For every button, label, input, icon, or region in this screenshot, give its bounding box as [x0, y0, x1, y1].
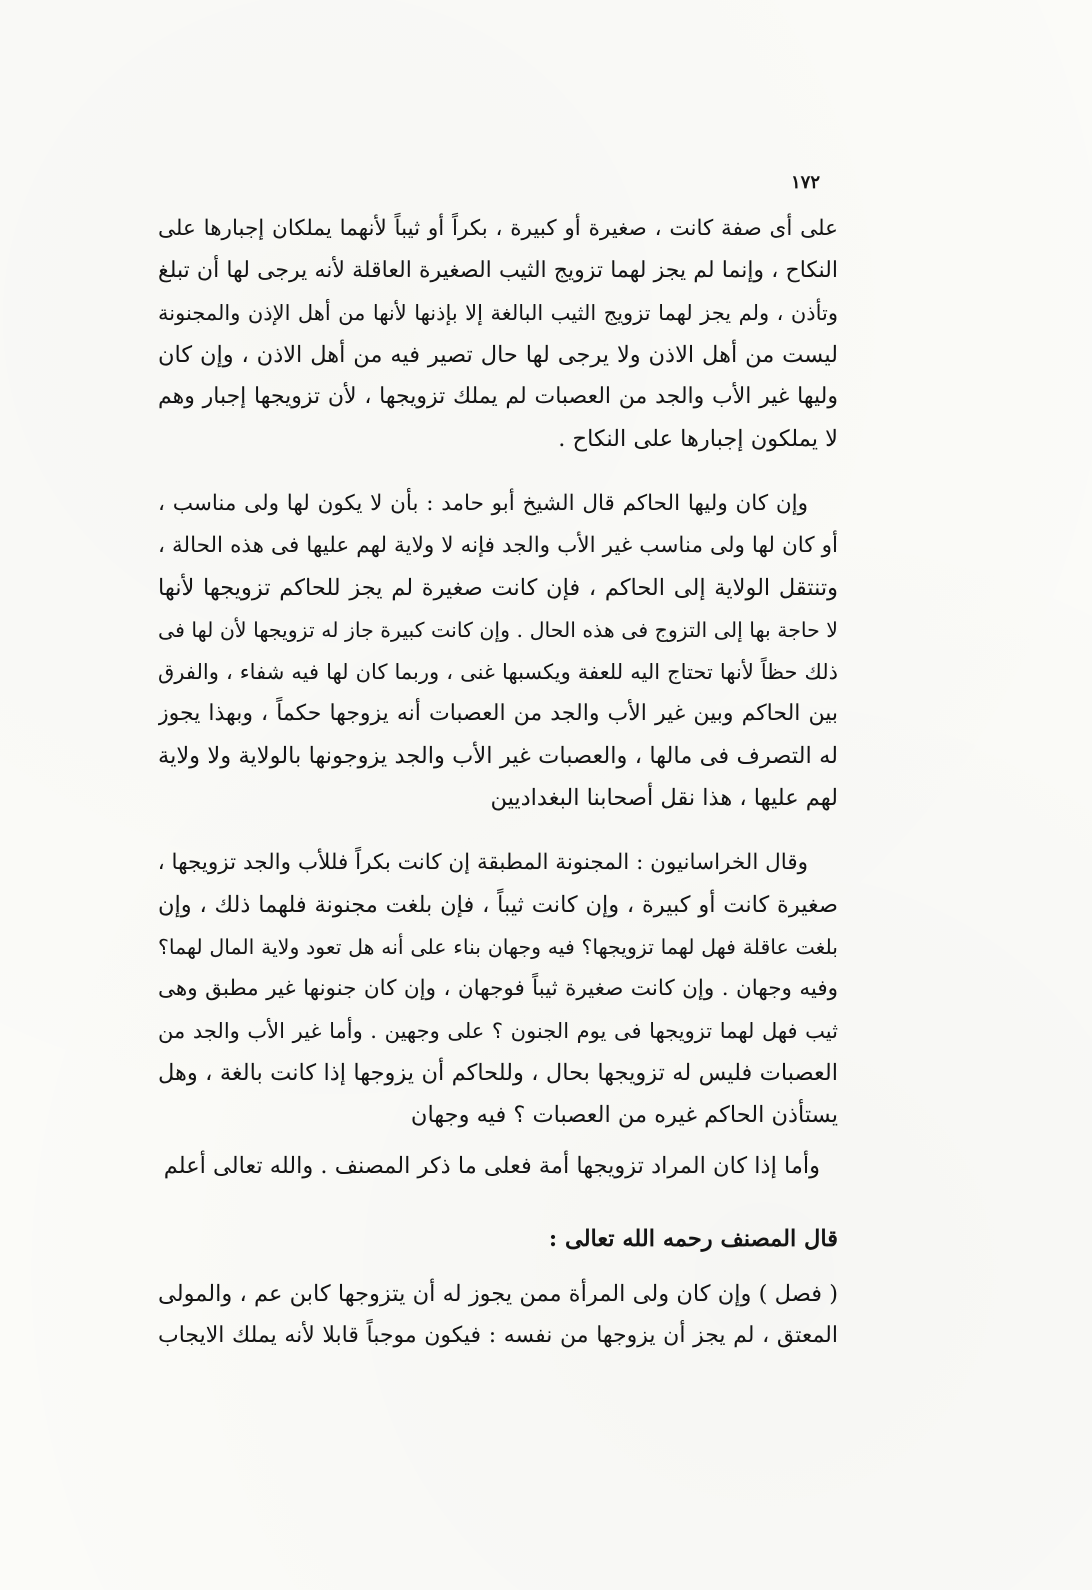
text-line: وتأذن ، ولم يجز لهما تزويج الثيب البالغة إلا بإذنها لأنها من أهل الإذن والمجنونة: [158, 301, 838, 325]
paragraph-4: [158, 1145, 838, 1187]
text-line: لا يملكون إجبارها على النكاح .: [558, 426, 838, 452]
text-line: وإن كان وليها الحاكم قال الشيخ أبو حامد : بأن لا يكون لها ولى مناسب ،: [158, 491, 808, 516]
text-line: ثيب فهل لهما تزويجها فى يوم الجنون ؟ على وجهين . وأما غير الأب والجد من: [158, 1019, 838, 1043]
text-line: بين الحاكم وبين غير الأب والجد من العصبات أنه يزوجها حكماً ، وبهذا يجوز: [158, 701, 838, 726]
text-line: على أى صفة كانت ، صغيرة أو كبيرة ، بكراً أو ثيباً لأنهما يملكان إجبارها على: [158, 216, 838, 241]
text-line: المعتق ، لم يجز أن يزوجها من نفسه : فيكون موجباً قابلا لأنه يملك الايجاب: [158, 1323, 838, 1348]
text-line: ليست من أهل الاذن ولا يرجى لها حال تصير فيه من أهل الاذن ، وإن كان: [158, 342, 838, 368]
text-line: صغيرة كانت أو كبيرة ، وإن كانت ثيباً ، فإن بلغت مجنونة فلهما ذلك ، وإن: [158, 892, 838, 918]
text-line: وقال الخراسانيون : المجنونة المطبقة إن كانت بكراً فللأب والجد تزويجها ،: [158, 850, 808, 875]
text-line: لا حاجة بها إلى التزوج فى هذه الحال . وإن كانت كبيرة جاز له تزويجها لأن لها فى: [158, 618, 838, 642]
text-line: النكاح ، وإنما لم يجز لهما تزويج الثيب الصغيرة العاقلة لأنه يرجى لها أن تبلغ: [158, 258, 838, 283]
paragraph-2: [158, 483, 838, 819]
heading-text: قال المصنف رحمه الله تعالى :: [548, 1226, 838, 1252]
section-heading: [158, 1218, 838, 1260]
text-line: أو كان لها ولى مناسب غير الأب والجد فإنه لا ولاية لهم عليها فى هذه الحالة ،: [158, 533, 838, 558]
paragraph-5: [158, 1273, 838, 1357]
paragraph-3: [158, 842, 838, 1136]
text-line: وليها غير الأب والجد من العصبات لم يملك تزويجها ، لأن تزويجها إجبار وهم: [158, 384, 838, 409]
paragraph-1: [158, 208, 838, 460]
text-line: العصبات فليس له تزويجها بحال ، وللحاكم أن يزوجها إذا كانت بالغة ، وهل: [158, 1060, 838, 1086]
text-line: يستأذن الحاكم غيره من العصبات ؟ فيه وجهان: [410, 1102, 838, 1128]
text-line: بلغت عاقلة فهل لهما تزويجها؟ فيه وجهان بناء على أنه هل تعود ولاية المال لهما؟: [158, 935, 838, 959]
text-line: وأما إذا كان المراد تزويجها أمة فعلى ما ذكر المصنف . والله تعالى أعلم: [163, 1153, 820, 1179]
page-number: ١٧٢: [791, 172, 821, 193]
text-line: ذلك حظاً لأنها تحتاج اليه للعفة ويكسبها غنى ، وربما كان لها فيه شفاء ، والفرق: [158, 660, 838, 684]
text-line: ( فصل ) وإن كان ولى المرأة ممن يجوز له أن يتزوجها كابن عم ، والمولى: [158, 1281, 838, 1307]
text-line: وتنتقل الولاية إلى الحاكم ، فإن كانت صغيرة لم يجز للحاكم تزويجها لأنها: [158, 575, 838, 601]
text-line: وفيه وجهان . وإن كانت صغيرة ثيباً فوجهان ، وإن كان جنونها غير مطبق وهى: [158, 976, 838, 1001]
text-line: له التصرف فى مالها ، والعصبات غير الأب والجد يزوجونها بالولاية ولا ولاية: [158, 743, 838, 769]
text-line: لهم عليها ، هذا نقل أصحابنا البغداديين: [490, 785, 838, 811]
